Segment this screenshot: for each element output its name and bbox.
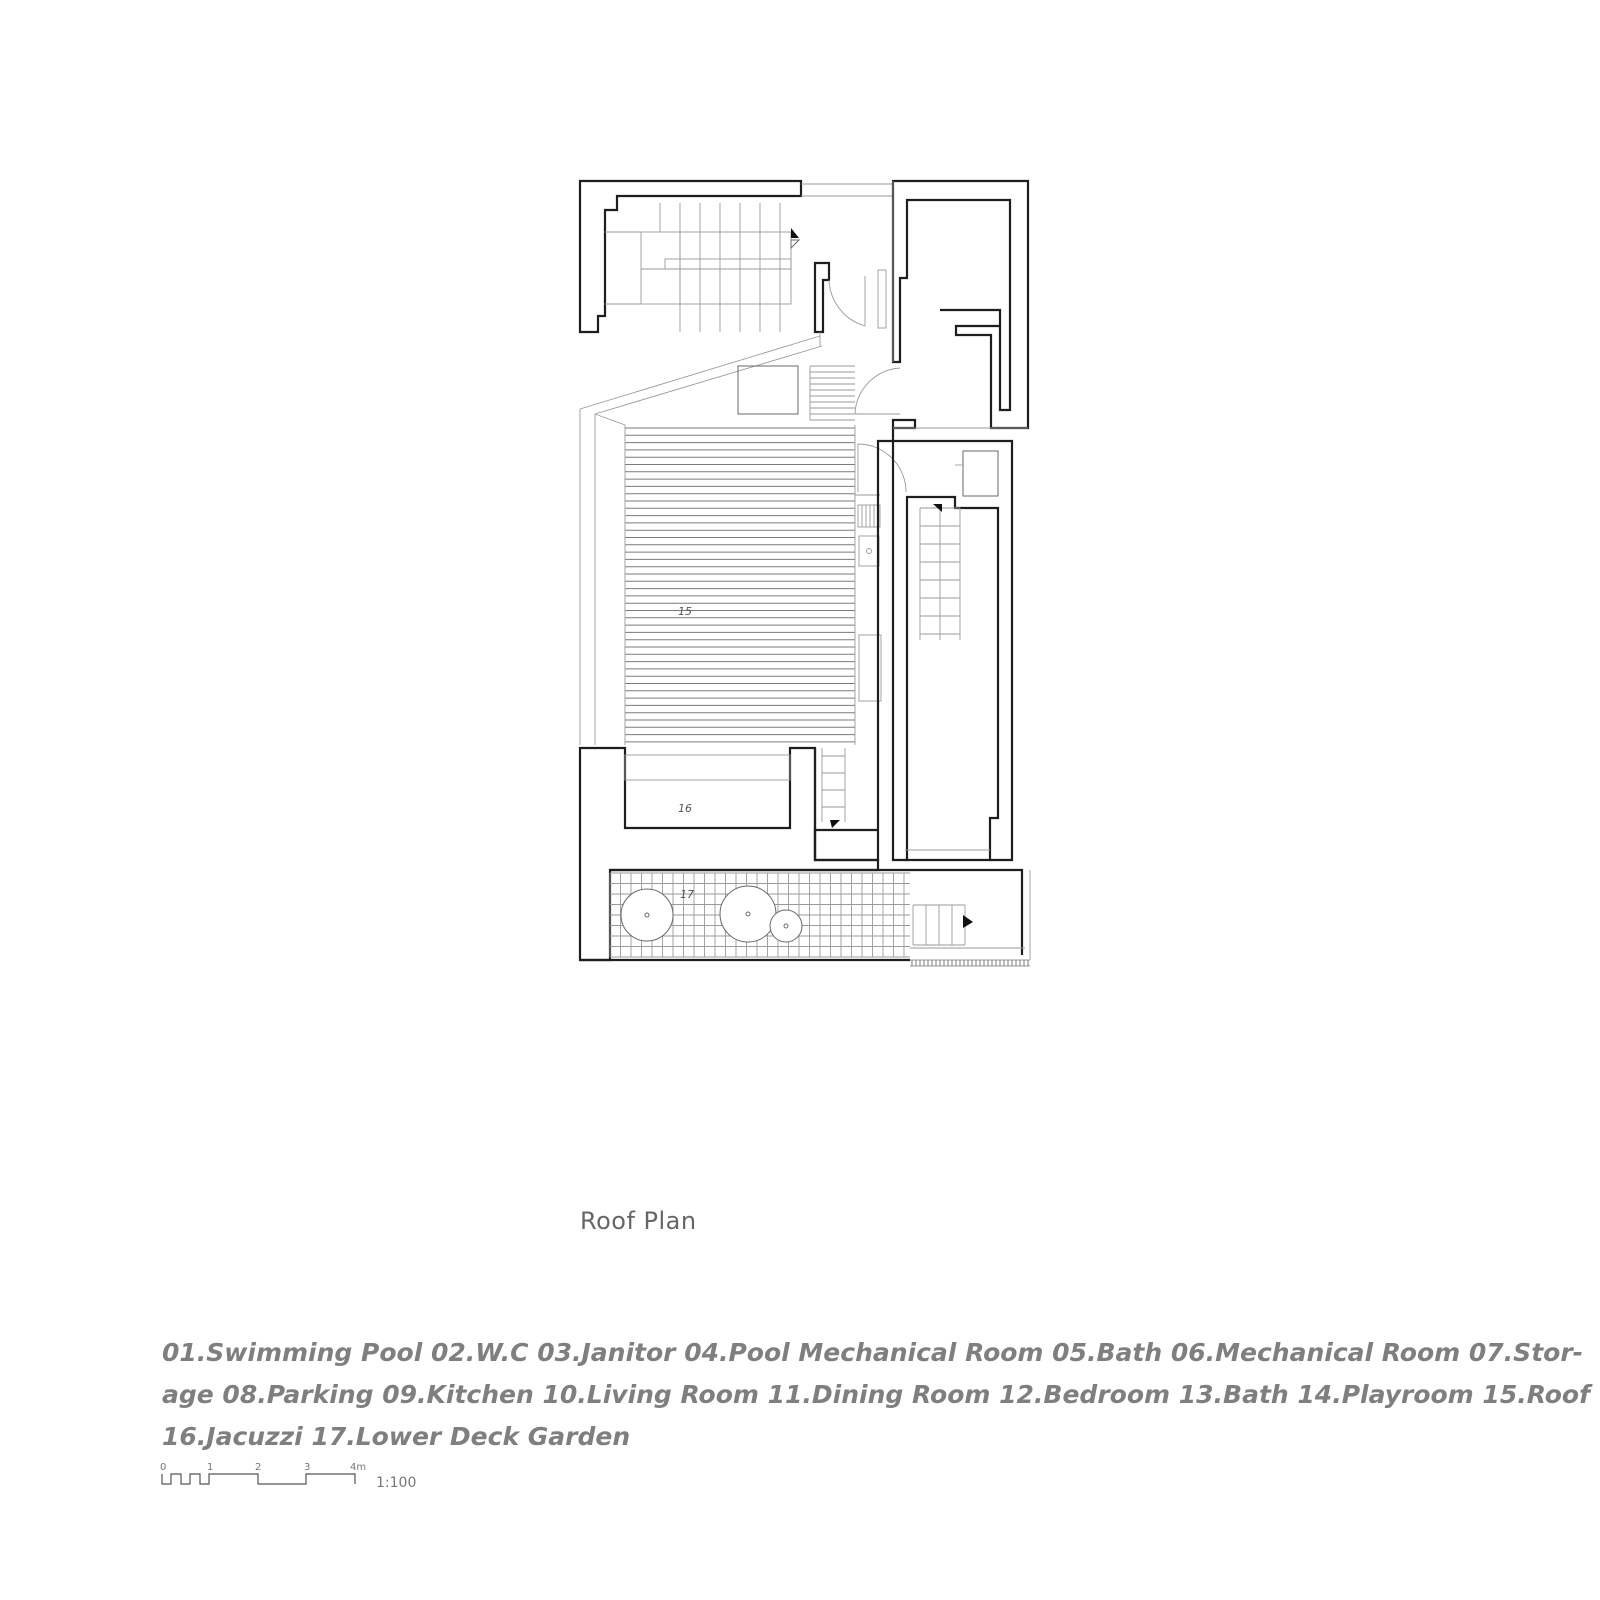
room-label-jacuzzi: 16 (678, 802, 692, 815)
legend-line-3: 16.Jacuzzi 17.Lower Deck Garden (162, 1422, 631, 1451)
right-upper-walls (893, 181, 1028, 428)
stair-core-walls (580, 181, 801, 332)
stair-arrow-3 (830, 820, 840, 828)
scale-ratio: 1:100 (376, 1475, 417, 1491)
stair-arrow-1 (791, 228, 799, 238)
scale-tick-4m: 4m (350, 1462, 367, 1473)
skylight (738, 366, 798, 414)
upper-stair (605, 203, 799, 332)
legend-line-1: 01.Swimming Pool 02.W.C 03.Janitor 04.Pool Mechanical Room 05.Bath 06.Mechanical Room 07.Stor- (162, 1338, 1584, 1367)
top-door-walls (815, 263, 886, 332)
stair-arrow-4 (963, 915, 973, 928)
corridor-stair (920, 508, 960, 640)
room-label-garden: 17 (680, 888, 694, 901)
jacuzzi-stair (822, 748, 845, 822)
scale-tick-2: 2 (255, 1462, 262, 1473)
scale-bar (160, 1462, 416, 1491)
plan-title: Roof Plan (580, 1207, 697, 1235)
scale-tick-0: 0 (160, 1462, 167, 1473)
scale-tick-1: 1 (207, 1462, 214, 1473)
room-label-roof: 15 (678, 605, 692, 618)
appliance (963, 451, 998, 496)
room-legend (162, 1332, 1590, 1458)
legend-line-2: age 08.Parking 09.Kitchen 10.Living Room 11.Dining Room 12.Bedroom 13.Bath 14.Playroom 15.Roof (162, 1380, 1590, 1409)
tree-1 (621, 889, 673, 941)
roof-deck-hatching (625, 428, 855, 742)
center-door (855, 368, 906, 492)
scale-bar-line (162, 1474, 355, 1484)
scale-tick-3: 3 (304, 1462, 311, 1473)
mid-stair (810, 366, 855, 420)
tree-2 (720, 886, 776, 942)
deck-edge-hatch (912, 960, 1028, 966)
tree-3 (770, 910, 802, 942)
